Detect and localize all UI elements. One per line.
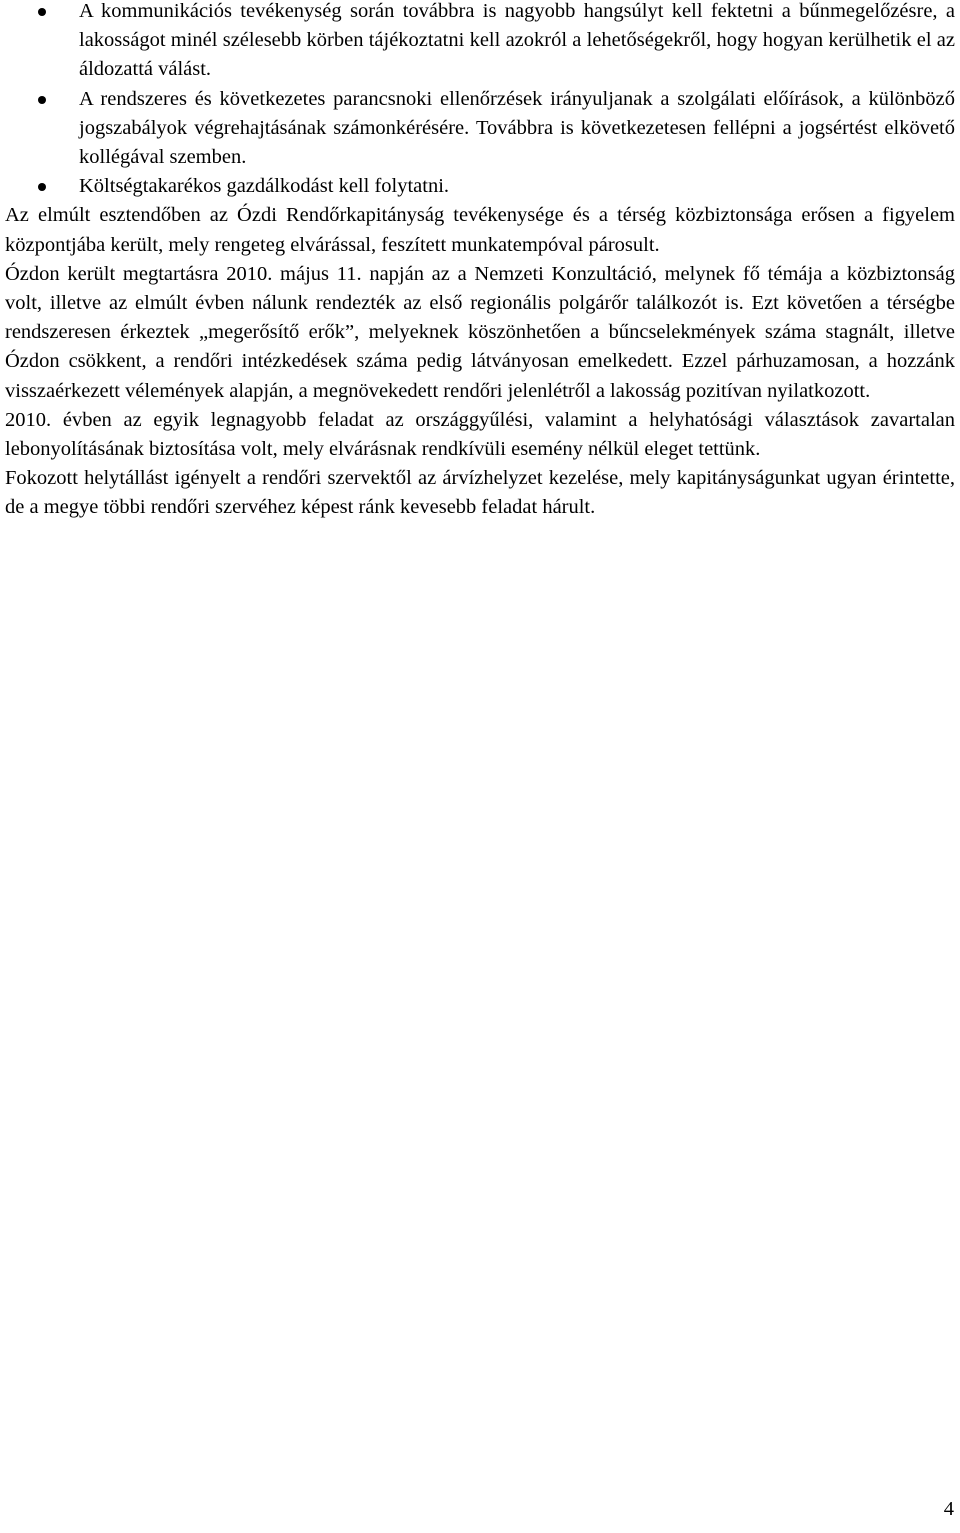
page-number: 4: [943, 1498, 954, 1520]
bullet-text: A kommunikációs tevékenység során továbbra is nagyobb hangsúlyt kell fektetni a bűnmegelőzésre, a lakosságot minél szélesebb körben tájékoztatni kell azokról a lehetőségekről, hogy hogyan kerülhetik el az áldozattá válást.: [79, 0, 955, 81]
paragraph: 2010. évben az egyik legnagyobb feladat az országgyűlési, valamint a helyhatósági választások zavartalan lebonyolításának biztosítása volt, mely elvárásnak rendkívüli esemény nélkül eleget tettünk.: [5, 408, 955, 461]
bullet-item: [5, 85, 955, 173]
bullet-dot-icon: [38, 8, 46, 16]
bullet-list: [5, 0, 955, 201]
paragraph: Ózdon került megtartásra 2010. május 11. napján az a Nemzeti Konzultáció, melynek fő témája a közbiztonság volt, illetve az elmúlt évben nálunk rendezték az első regionális polgárőr találkozót is. Ezt követően a térségbe rendszeresen érkeztek „megerősítő erők”, melyeknek köszönhetően a bűncselekmények száma stagnált, illetve Ózdon csökkent, a rendőri intézkedések száma pedig látványosan emelkedett. Ezzel párhuzamosan, a hozzánk visszaérkezett vélemények alapján, a megnövekedett rendőri jelenlétről a lakosság pozitívan nyilatkozott.: [5, 262, 955, 402]
paragraph: Fokozott helytállást igényelt a rendőri szervektől az árvízhelyzet kezelése, mely kapitányságunkat ugyan érintette, de a megye többi rendőri szervéhez képest ránk kevesebb feladat hárult.: [5, 467, 955, 519]
bullet-text: A rendszeres és következetes parancsnoki ellenőrzések irányuljanak a szolgálati előírások, a különböző jogszabályok végrehajtásának számonkérésére. Továbbra is következetesen fellépni a jogsértést elkövető kollégával szemben.: [79, 87, 955, 169]
bullet-text: Költségtakarékos gazdálkodást kell folytatni.: [79, 175, 450, 198]
bullet-dot-icon: [38, 96, 46, 104]
bullet-dot-icon: [38, 183, 46, 191]
paragraph: Az elmúlt esztendőben az Ózdi Rendőrkapitányság tevékenysége és a térség közbiztonsága erősen a figyelem központjába került, mely rengeteg elvárással, feszített munkatempóval párosult.: [5, 204, 955, 256]
document-page: [5, 0, 955, 523]
bullet-item: [5, 0, 955, 85]
bullet-item: [5, 172, 955, 201]
